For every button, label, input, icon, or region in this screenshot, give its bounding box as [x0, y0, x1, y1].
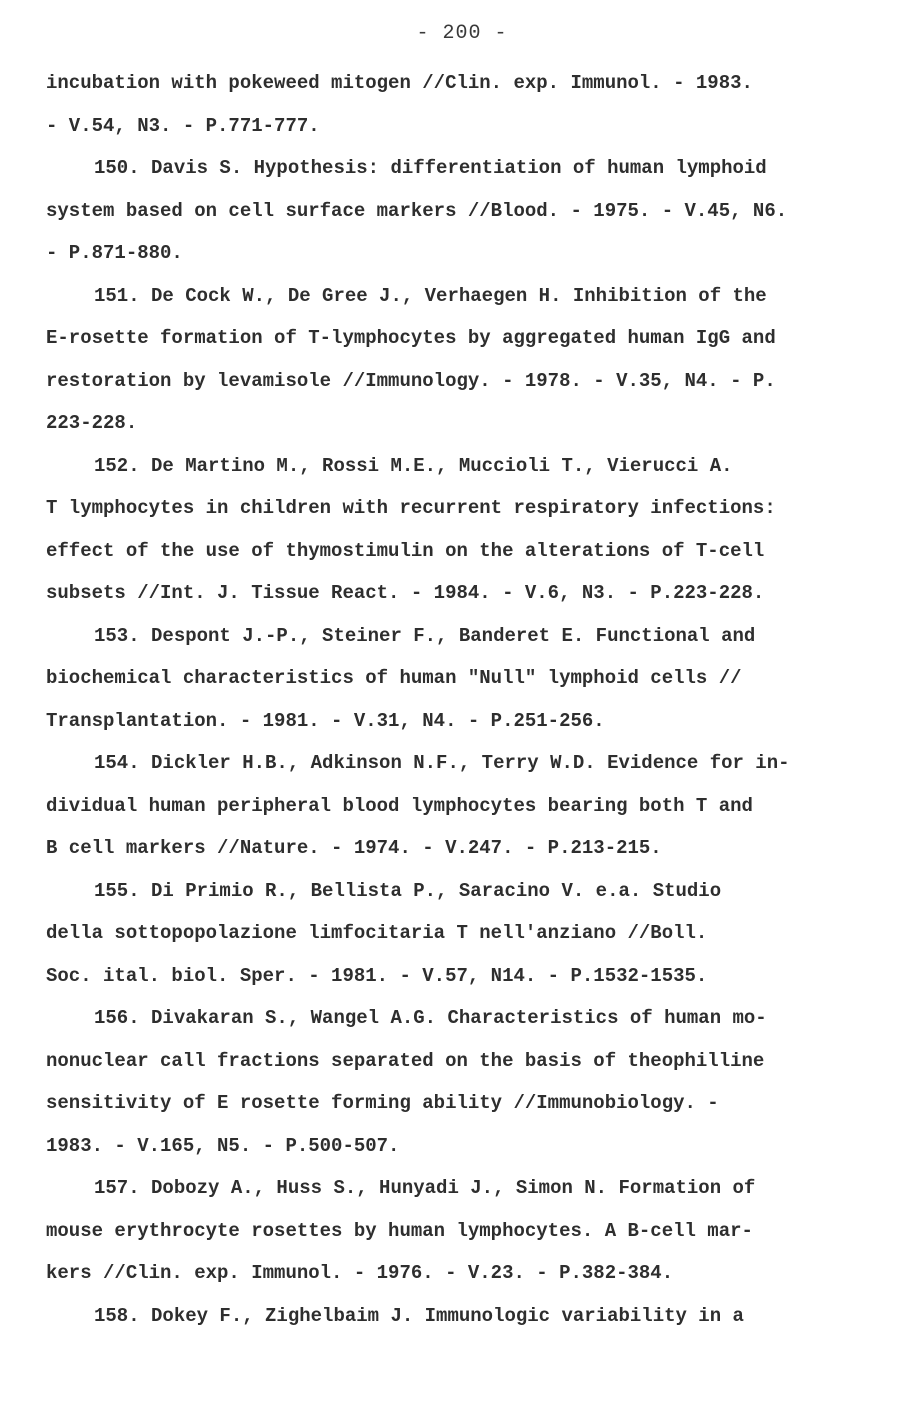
reference-line: - V.54, N3. - P.771-777.: [46, 114, 320, 137]
reference-line: nonuclear call fractions separated on the basis of theophilline: [46, 1049, 765, 1072]
reference-line: effect of the use of thymostimulin on the alterations of T-cell: [46, 539, 765, 562]
reference-line: mouse erythrocyte rosettes by human lymphocytes. A B-cell mar-: [46, 1219, 753, 1242]
reference-line: 156. Divakaran S., Wangel A.G. Characteristics of human mo-: [94, 1007, 767, 1029]
reference-line: restoration by levamisole //Immunology. - 1978. - V.35, N4. - P.: [46, 369, 776, 392]
reference-line: 158. Dokey F., Zighelbaim J. Immunologic variability in a: [94, 1304, 744, 1327]
reference-line: 151. De Cock W., De Gree J., Verhaegen H. Inhibition of the: [94, 284, 767, 307]
reference-line: E-rosette formation of T-lymphocytes by aggregated human IgG and: [46, 327, 776, 349]
reference-line: 152. De Martino M., Rossi M.E., Muccioli T., Vierucci A.: [94, 454, 733, 477]
reference-line: - P.871-880.: [46, 242, 183, 264]
reference-line: 153. Despont J.-P., Steiner F., Banderet E. Functional and: [94, 624, 756, 647]
reference-line: 150. Davis S. Hypothesis: differentiation of human lymphoid: [94, 157, 767, 179]
reference-line: della sottopopolazione limfocitaria T nell'anziano //Boll.: [46, 922, 708, 944]
reference-line: sensitivity of E rosette forming ability //Immunobiology. -: [46, 1092, 719, 1114]
reference-line: subsets //Int. J. Tissue React. - 1984. - V.6, N3. - P.223-228.: [46, 582, 765, 604]
reference-line: dividual human peripheral blood lymphocytes bearing both T and: [46, 794, 753, 817]
reference-line: T lymphocytes in children with recurrent respiratory infections:: [46, 497, 776, 519]
reference-line: biochemical characteristics of human "Null" lymphoid cells //: [46, 667, 742, 689]
reference-line: incubation with pokeweed mitogen //Clin. exp. Immunol. - 1983.: [46, 72, 753, 94]
reference-line: system based on cell surface markers //Blood. - 1975. - V.45, N6.: [46, 199, 788, 222]
reference-line: B cell markers //Nature. - 1974. - V.247. - P.213-215.: [46, 837, 662, 859]
reference-line: 155. Di Primio R., Bellista P., Saracino V. e.a. Studio: [94, 879, 722, 902]
page-number: - 200 -: [416, 22, 508, 45]
reference-line: 157. Dobozy A., Huss S., Hunyadi J., Simon N. Formation of: [94, 1177, 756, 1199]
reference-line: 223-228.: [46, 412, 138, 434]
reference-line: Soc. ital. biol. Sper. - 1981. - V.57, N14. - P.1532-1535.: [46, 964, 708, 987]
reference-list: [46, 62, 886, 1337]
reference-line: 154. Dickler H.B., Adkinson N.F., Terry W.D. Evidence for in-: [94, 752, 790, 774]
reference-line: 1983. - V.165, N5. - P.500-507.: [46, 1134, 400, 1157]
reference-line: Transplantation. - 1981. - V.31, N4. - P.251-256.: [46, 709, 605, 732]
reference-line: kers //Clin. exp. Immunol. - 1976. - V.23. - P.382-384.: [46, 1262, 674, 1284]
